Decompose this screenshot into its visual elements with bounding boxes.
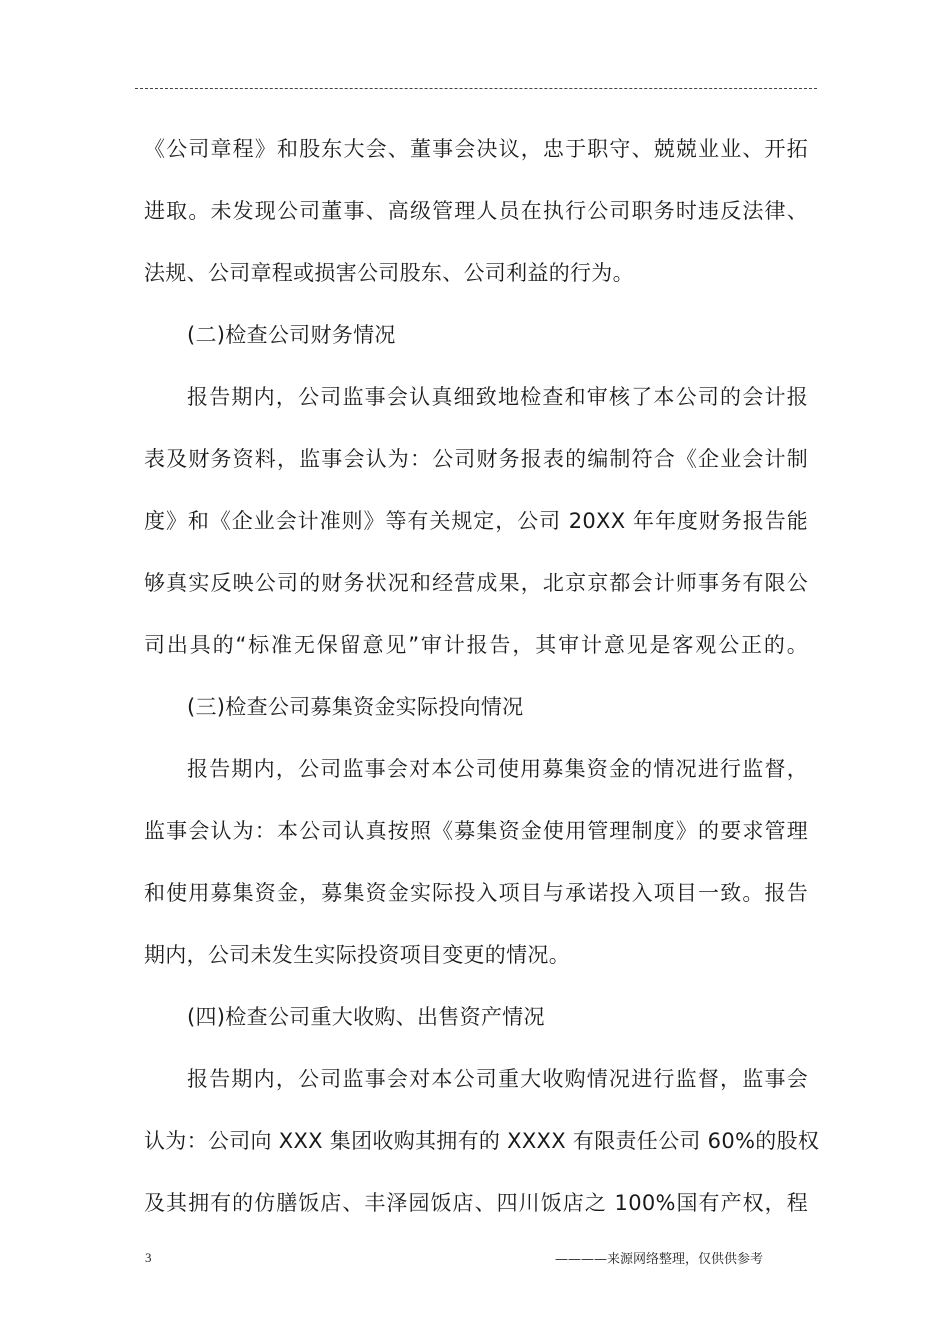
paragraph-line: 《公司章程》和股东大会、董事会决议，忠于职守、兢兢业业、开拓 [144, 137, 808, 161]
document-body [144, 118, 820, 1234]
paragraph-line: 报告期内，公司监事会认真细致地检查和审核了本公司的会计报 [187, 385, 808, 409]
paragraph-line: 报告期内，公司监事会对本公司使用募集资金的情况进行监督， [187, 757, 808, 781]
paragraph-line: 报告期内，公司监事会对本公司重大收购情况进行监督，监事会 [187, 1067, 808, 1091]
header-divider [135, 88, 817, 89]
section-heading: (二)检查公司财务情况 [187, 323, 396, 347]
paragraph-line: 进取。未发现公司董事、高级管理人员在执行公司职务时违反法律、 [144, 199, 808, 223]
page-number: 3 [145, 1250, 152, 1265]
paragraph-line: 监事会认为：本公司认真按照《募集资金使用管理制度》的要求管理 [144, 819, 808, 843]
paragraph-line: 期内，公司未发生实际投资项目变更的情况。 [144, 943, 570, 967]
paragraph-line: 认为：公司向 XXX 集团收购其拥有的 XXXX 有限责任公司 60%的股权 [144, 1129, 820, 1153]
section-heading: (四)检查公司重大收购、出售资产情况 [187, 1005, 545, 1029]
paragraph-line: 司出具的“标准无保留意见”审计报告，其审计意见是客观公正的。 [144, 633, 808, 657]
paragraph-line: 度》和《企业会计准则》等有关规定，公司 20XX 年年度财务报告能 [144, 509, 808, 533]
paragraph-line: 表及财务资料，监事会认为：公司财务报表的编制符合《企业会计制 [144, 447, 808, 471]
paragraph-line: 法规、公司章程或损害公司股东、公司利益的行为。 [144, 261, 634, 285]
paragraph-line: 够真实反映公司的财务状况和经营成果，北京京都会计师事务有限公 [144, 571, 808, 595]
footer-source-note: ————来源网络整理，仅供供参考 [555, 1252, 764, 1267]
paragraph-line: 及其拥有的仿膳饭店、丰泽园饭店、四川饭店之 100%国有产权，程 [144, 1191, 808, 1215]
paragraph-line: 和使用募集资金，募集资金实际投入项目与承诺投入项目一致。报告 [144, 881, 808, 905]
section-heading: (三)检查公司募集资金实际投向情况 [187, 695, 524, 719]
